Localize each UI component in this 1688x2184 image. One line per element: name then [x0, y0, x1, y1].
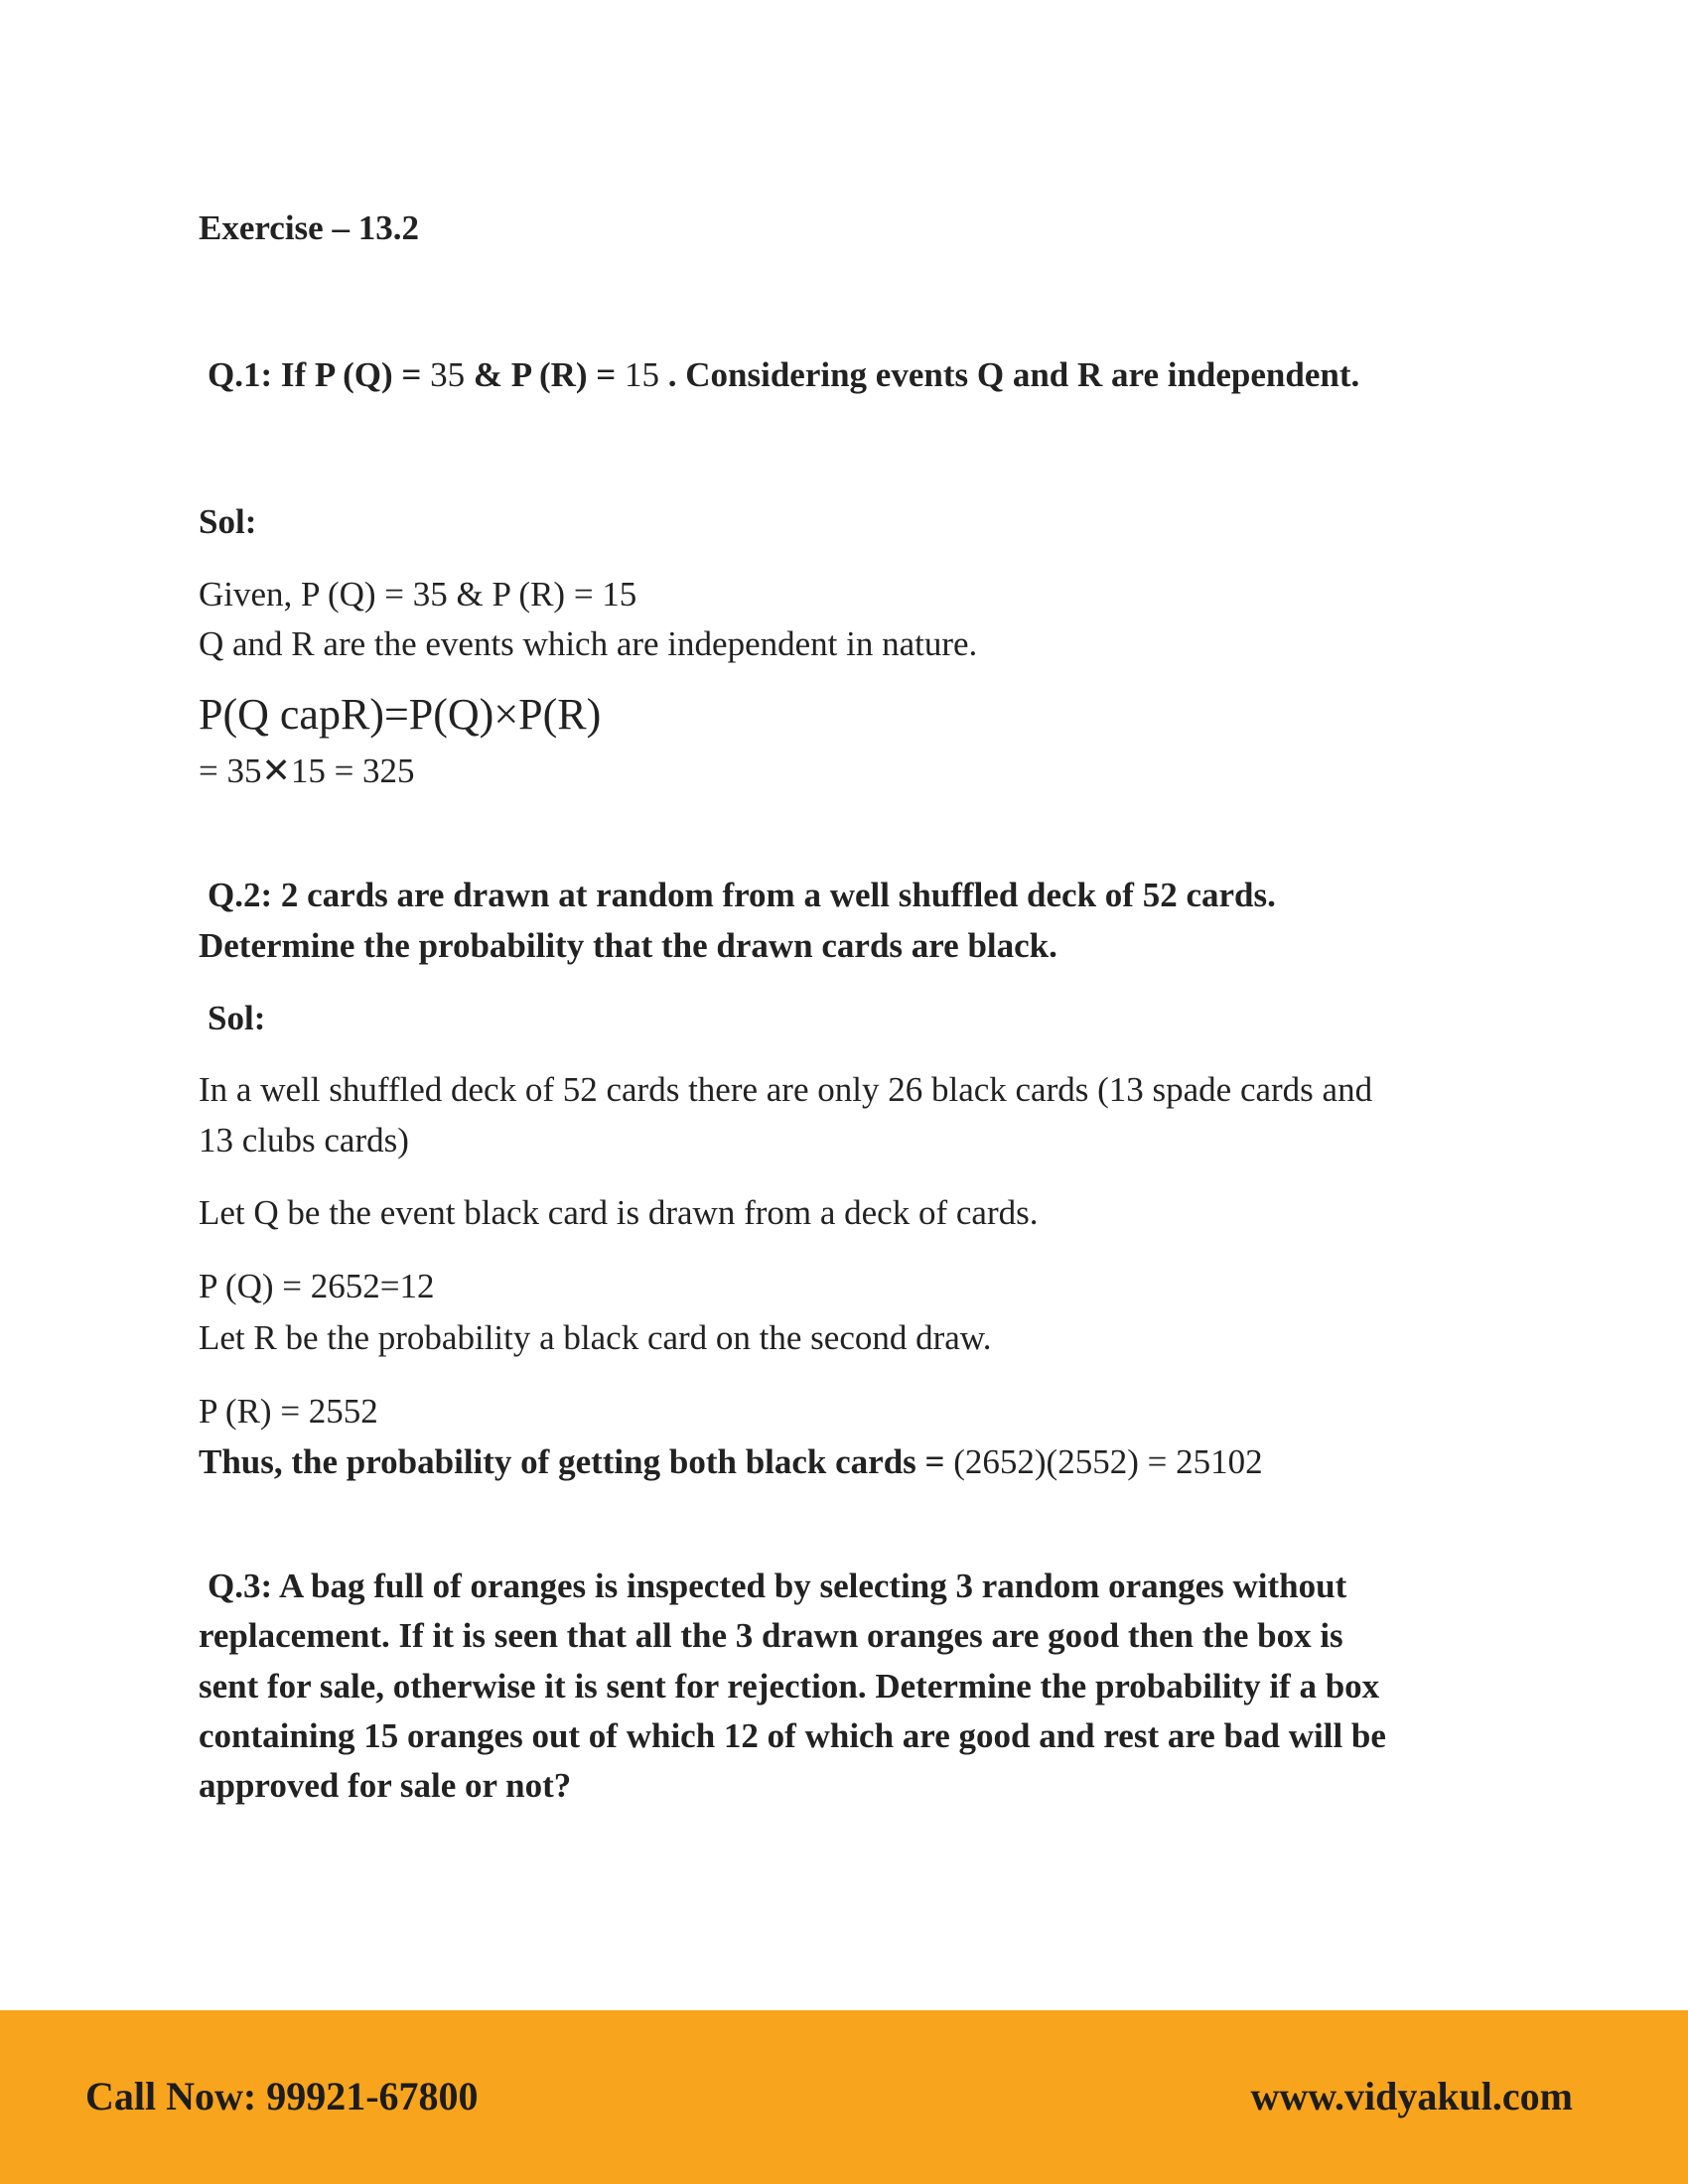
solution-2-body-line-2: 13 clubs cards): [199, 1121, 409, 1160]
solution-2-pr: P (R) = 2552: [199, 1392, 378, 1431]
solution-1-formula: P(Q capR)=P(Q)×P(R): [199, 690, 602, 739]
question-3-line-1: Q.3: A bag full of oranges is inspected by selecting 3 random oranges without: [208, 1567, 1347, 1605]
question-3-line-2: replacement. If it is seen that all the 3 drawn oranges are good then the box is: [199, 1616, 1343, 1655]
question-2-line-1: Q.2: 2 cards are drawn at random from a well shuffled deck of 52 cards.: [208, 876, 1276, 914]
solution-2-event-q: Let Q be the event black card is drawn from a deck of cards.: [199, 1193, 1039, 1232]
question-1: [208, 357, 1359, 392]
question-2-line-2: Determine the probability that the drawn cards are black.: [199, 926, 1057, 965]
footer-banner: [0, 2010, 1688, 2184]
solution-1-given: Given, P (Q) = 35 & P (R) = 15: [199, 575, 637, 614]
question-3-line-4: containing 15 oranges out of which 12 of which are good and rest are bad will be: [199, 1716, 1386, 1755]
solution-2-pq: P (Q) = 2652=12: [199, 1267, 435, 1305]
solution-2-conclusion-text: Thus, the probability of getting both black cards =: [199, 1442, 954, 1481]
solution-2-conclusion-value: (2652)(2552) = 25102: [953, 1442, 1263, 1481]
solution-1-result: = 35✕15 = 325: [199, 751, 415, 790]
question-1-suffix: . Considering events Q and R are independent.: [658, 355, 1360, 394]
solution-1-label: Sol:: [199, 502, 257, 541]
solution-2-body-line-1: In a well shuffled deck of 52 cards there are only 26 black cards (13 spade cards and: [199, 1070, 1373, 1109]
footer-website-link[interactable]: www.vidyakul.com: [1250, 2074, 1573, 2118]
solution-2-conclusion: [199, 1444, 1263, 1479]
question-1-prefix: Q.1: If P (Q) =: [208, 355, 431, 394]
solution-2-label: Sol:: [208, 999, 266, 1037]
footer-phone[interactable]: Call Now: 99921-67800: [85, 2074, 479, 2118]
exercise-title: Exercise – 13.2: [199, 208, 419, 247]
solution-1-independence: Q and R are the events which are independent in nature.: [199, 624, 978, 663]
question-1-pq-value: 35: [430, 355, 466, 394]
question-3-line-5: approved for sale or not?: [199, 1766, 572, 1805]
solution-2-event-r: Let R be the probability a black card on the second draw.: [199, 1318, 992, 1357]
question-3-line-3: sent for sale, otherwise it is sent for rejection. Determine the probability if a box: [199, 1667, 1380, 1706]
question-1-mid: & P (R) =: [465, 355, 625, 394]
question-1-pr-value: 15: [624, 355, 659, 394]
